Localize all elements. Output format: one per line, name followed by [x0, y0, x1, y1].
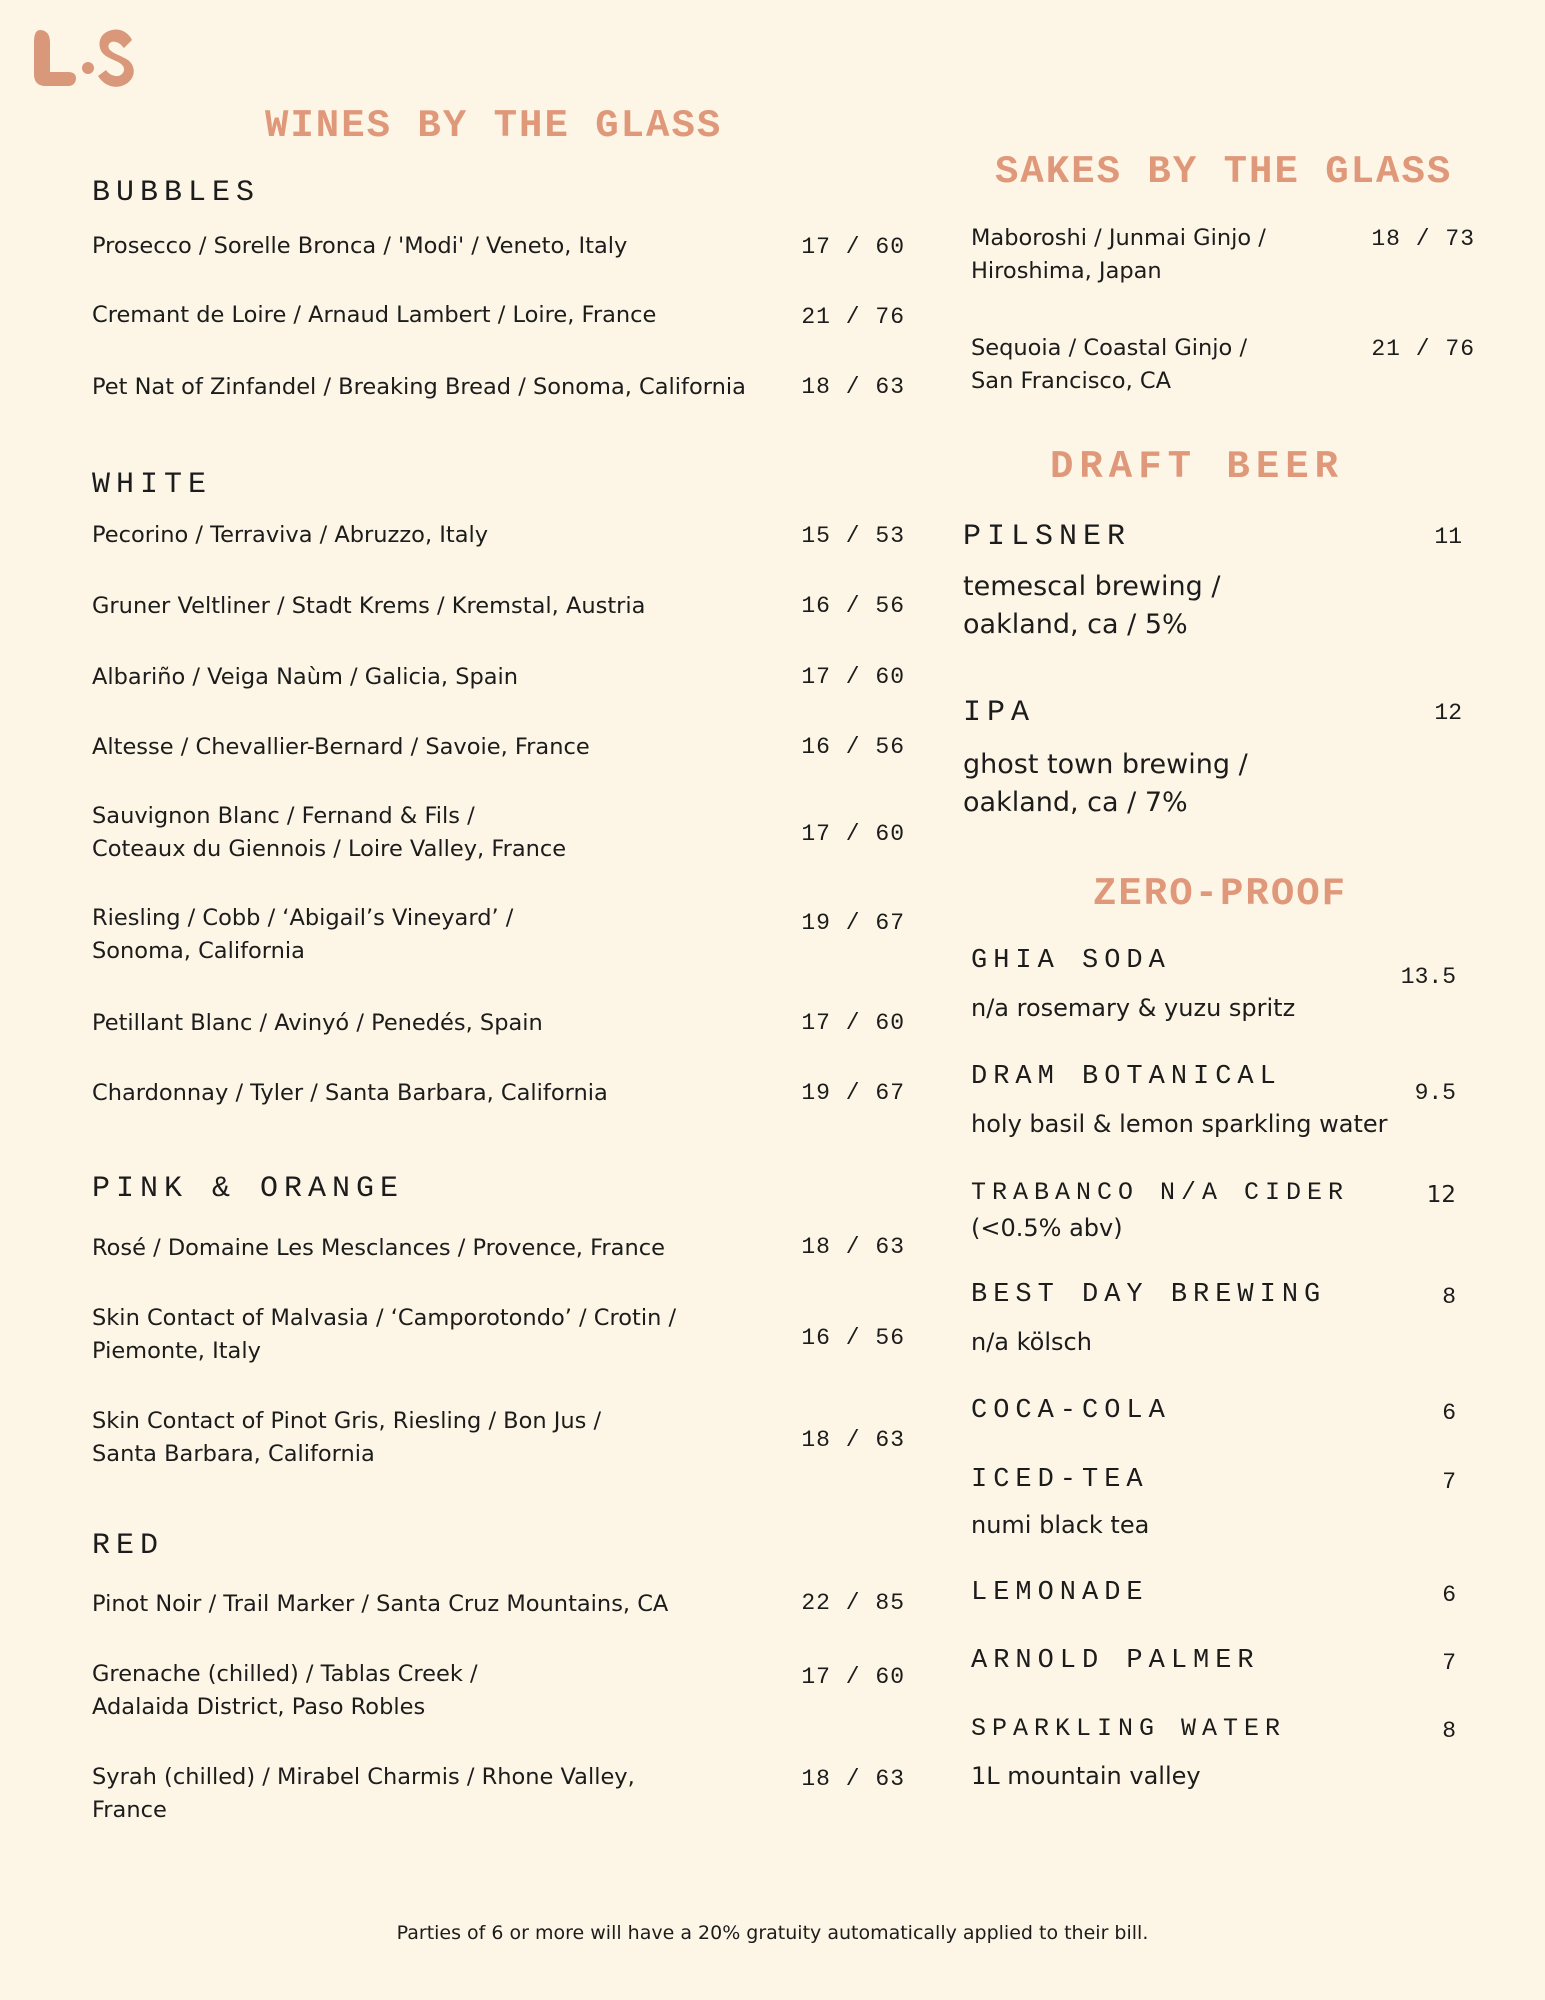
wine-price: 19 / 67 — [801, 910, 905, 936]
sake-price: 18 / 73 — [1371, 226, 1475, 252]
zero-item-name: LEMONADE — [971, 1578, 1149, 1608]
wine-price: 17 / 60 — [801, 234, 905, 260]
zero-item-name: DRAM BOTANICAL — [971, 1062, 1282, 1092]
zero-item-price: 13.5 — [1400, 964, 1456, 990]
beer-desc: ghost town brewing / oakland, ca / 7% — [963, 749, 1248, 818]
zero-item-desc: n/a rosemary & yuzu spritz — [971, 994, 1296, 1022]
wine-price: 15 / 53 — [801, 523, 905, 549]
wine-price: 18 / 63 — [801, 1427, 905, 1453]
wine-item: Syrah (chilled) / Mirabel Charmis / Rhone Valley, France — [92, 1764, 635, 1823]
wine-price: 18 / 63 — [801, 1234, 905, 1260]
wine-item: Pet Nat of Zinfandel / Breaking Bread / Sonoma, California — [92, 374, 746, 400]
wine-price: 17 / 60 — [801, 821, 905, 847]
wine-item: Cremant de Loire / Arnaud Lambert / Loire, France — [92, 302, 657, 328]
wine-item: Sauvignon Blanc / Fernand & Fils / Coteaux du Giennois / Loire Valley, France — [92, 803, 567, 862]
zero-item-desc: n/a kölsch — [971, 1328, 1092, 1356]
wine-price: 16 / 56 — [801, 1325, 905, 1351]
wine-item: Petillant Blanc / Avinyó / Penedés, Spain — [92, 1010, 543, 1036]
zero-item-name: SPARKLING WATER — [971, 1714, 1287, 1743]
wine-item: Chardonnay / Tyler / Santa Barbara, California — [92, 1080, 608, 1106]
zero-item-price: 6 — [1442, 1400, 1456, 1426]
zero-item-name: TRABANCO N/A CIDER — [971, 1178, 1350, 1207]
zero-item-price: 7 — [1442, 1469, 1456, 1495]
wine-item: Prosecco / Sorelle Bronca / 'Modi' / Veneto, Italy — [92, 233, 628, 259]
category-white: WHITE — [92, 468, 213, 502]
wine-item: Altesse / Chevallier-Bernard / Savoie, France — [92, 734, 590, 760]
wine-item: Rosé / Domaine Les Mesclances / Provence, France — [92, 1235, 665, 1261]
beer-name: PILSNER — [963, 520, 1132, 554]
zero-item-price: 6 — [1442, 1582, 1456, 1608]
zero-item-name: ICED-TEA — [971, 1465, 1149, 1495]
zero-item-price: 7 — [1442, 1650, 1456, 1676]
zero-item-desc: (<0.5% abv) — [971, 1214, 1123, 1242]
zero-item-price: 8 — [1442, 1284, 1456, 1310]
category-bubbles: BUBBLES — [92, 176, 261, 210]
zero-item-name: GHIA SODA — [971, 946, 1171, 976]
wine-price: 21 / 76 — [801, 304, 905, 330]
zero-proof-heading: ZERO-PROOF — [1093, 872, 1348, 916]
wine-item: Albariño / Veiga Naùm / Galicia, Spain — [92, 664, 519, 690]
zero-item-name: ARNOLD PALMER — [971, 1646, 1260, 1676]
wine-price: 17 / 60 — [801, 1664, 905, 1690]
zero-item-price: 8 — [1442, 1718, 1456, 1744]
sake-price: 21 / 76 — [1371, 336, 1475, 362]
beer-price: 12 — [1434, 700, 1462, 726]
zero-item-price: 12 — [1426, 1182, 1456, 1208]
wine-price: 18 / 63 — [801, 1766, 905, 1792]
wine-item: Gruner Veltliner / Stadt Krems / Kremstal, Austria — [92, 593, 646, 619]
category-red: RED — [92, 1529, 165, 1563]
wine-price: 17 / 60 — [801, 1010, 905, 1036]
sake-item: Maboroshi / Junmai Ginjo / Hiroshima, Japan — [971, 225, 1266, 284]
wines-heading: WINES BY THE GLASS — [265, 104, 723, 148]
beer-price: 11 — [1434, 524, 1462, 550]
ls-logo-icon — [28, 22, 143, 94]
logo — [28, 22, 143, 94]
zero-item-desc: 1L mountain valley — [971, 1762, 1201, 1790]
wine-item: Riesling / Cobb / ‘Abigail’s Vineyard’ / Sonoma, California — [92, 905, 514, 964]
sake-item: Sequoia / Coastal Ginjo / San Francisco, CA — [971, 335, 1248, 394]
wine-item: Skin Contact of Pinot Gris, Riesling / Bon Jus / Santa Barbara, California — [92, 1408, 602, 1467]
beer-desc: temescal brewing / oakland, ca / 5% — [963, 571, 1221, 640]
zero-item-desc: holy basil & lemon sparkling water — [971, 1110, 1388, 1138]
gratuity-note: Parties of 6 or more will have a 20% gratuity automatically applied to their bill. — [396, 1922, 1149, 1944]
zero-item-desc: numi black tea — [971, 1511, 1150, 1539]
zero-item-price: 9.5 — [1414, 1080, 1456, 1106]
wine-price: 19 / 67 — [801, 1080, 905, 1106]
wine-item: Pecorino / Terraviva / Abruzzo, Italy — [92, 522, 489, 548]
category-pink-orange: PINK & ORANGE — [92, 1172, 405, 1206]
beer-heading: DRAFT BEER — [1050, 445, 1345, 489]
zero-item-name: COCA-COLA — [971, 1396, 1171, 1426]
wine-price: 16 / 56 — [801, 734, 905, 760]
wine-item: Skin Contact of Malvasia / ‘Camporotondo’ / Crotin / Piemonte, Italy — [92, 1305, 677, 1364]
beer-name: IPA — [963, 696, 1036, 730]
wine-item: Pinot Noir / Trail Marker / Santa Cruz Mountains, CA — [92, 1591, 669, 1617]
wine-item: Grenache (chilled) / Tablas Creek / Adalaida District, Paso Robles — [92, 1661, 478, 1720]
sakes-heading: SAKES BY THE GLASS — [995, 150, 1453, 194]
wine-price: 22 / 85 — [801, 1590, 905, 1616]
wine-price: 18 / 63 — [801, 374, 905, 400]
wine-price: 17 / 60 — [801, 664, 905, 690]
zero-item-name: BEST DAY BREWING — [971, 1280, 1327, 1310]
wine-price: 16 / 56 — [801, 593, 905, 619]
